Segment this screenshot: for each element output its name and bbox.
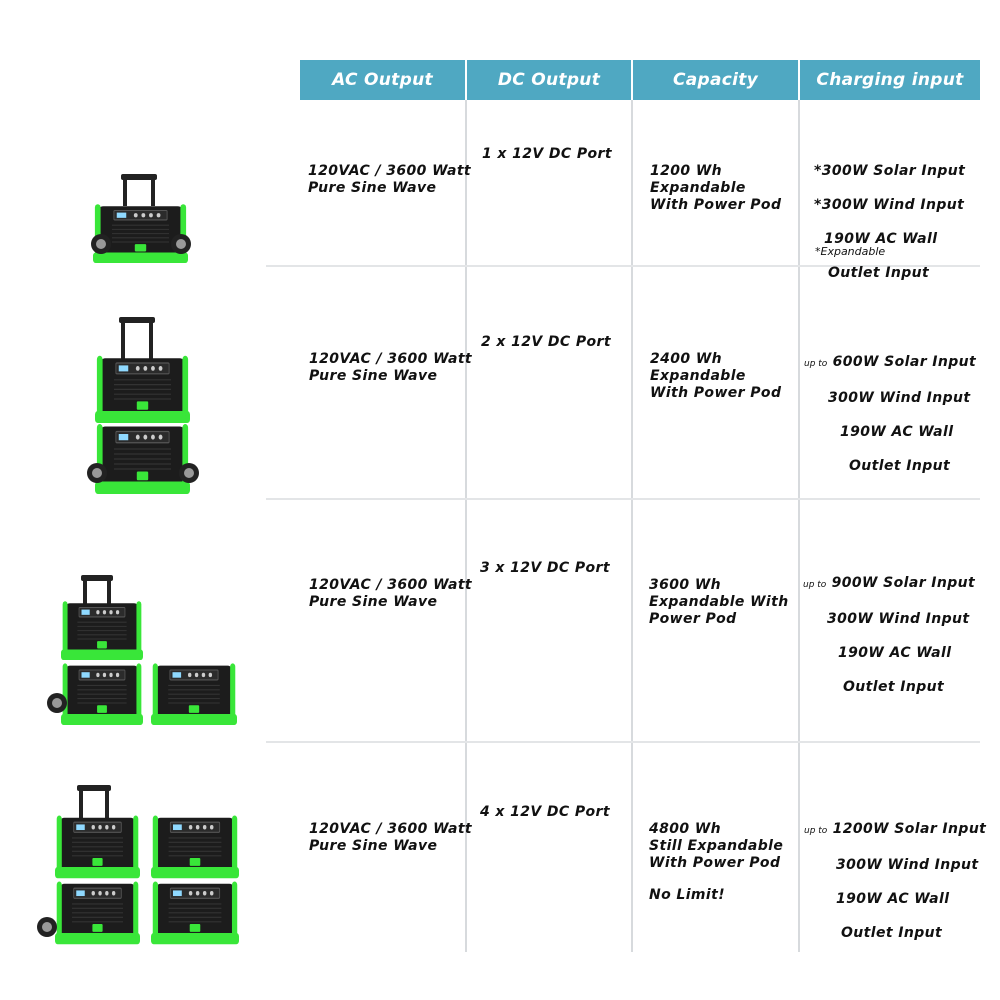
row4-dc-output: 4 x 12V DC Port: [480, 804, 610, 820]
row-divider: [266, 741, 980, 743]
product-image-4800wh: [35, 785, 245, 950]
row1-expandable-note: *Expandable: [815, 245, 886, 258]
row4-charging-input: up to 1200W Solar Input 300W Wind Input 190W AC Wall Outlet Input: [804, 821, 987, 941]
header-ac-output: AC Output: [300, 60, 465, 100]
row3-charging-input: up to 900W Solar Input 300W Wind Input 190W AC Wall Outlet Input: [803, 575, 976, 695]
row2-dc-output: 2 x 12V DC Port: [481, 334, 611, 350]
product-image-2400wh: [85, 315, 205, 500]
row2-charging-input: up to 600W Solar Input 300W Wind Input 190W AC Wall Outlet Input: [804, 354, 977, 474]
header-charging-input: Charging input: [800, 60, 980, 100]
column-divider: [798, 100, 800, 952]
header-capacity: Capacity: [633, 60, 798, 100]
row4-ac-output: 120VAC / 3600 Watt Pure Sine Wave: [309, 821, 473, 854]
row1-charging-input: *300W Solar Input *300W Wind Input 190W AC Wall Outlet Input: [814, 163, 966, 281]
row4-capacity: 4800 Wh Still Expandable With Power Pod: [649, 821, 784, 871]
product-image-3600wh: [45, 575, 245, 725]
row2-capacity: 2400 Wh Expandable With Power Pod: [650, 351, 782, 401]
row2-ac-output: 120VAC / 3600 Watt Pure Sine Wave: [309, 351, 473, 384]
product-image-1200wh: [85, 170, 195, 270]
row1-ac-output: 120VAC / 3600 Watt Pure Sine Wave: [308, 163, 472, 196]
row-divider: [266, 498, 980, 500]
row1-capacity: 1200 Wh Expandable With Power Pod: [650, 163, 782, 213]
row3-ac-output: 120VAC / 3600 Watt Pure Sine Wave: [309, 577, 473, 610]
header-dc-output: DC Output: [467, 60, 631, 100]
row1-dc-output: 1 x 12V DC Port: [482, 146, 612, 162]
row3-capacity: 3600 Wh Expandable With Power Pod: [649, 577, 789, 627]
column-divider: [631, 100, 633, 952]
row4-no-limit: No Limit!: [649, 887, 725, 903]
row3-dc-output: 3 x 12V DC Port: [480, 560, 610, 576]
